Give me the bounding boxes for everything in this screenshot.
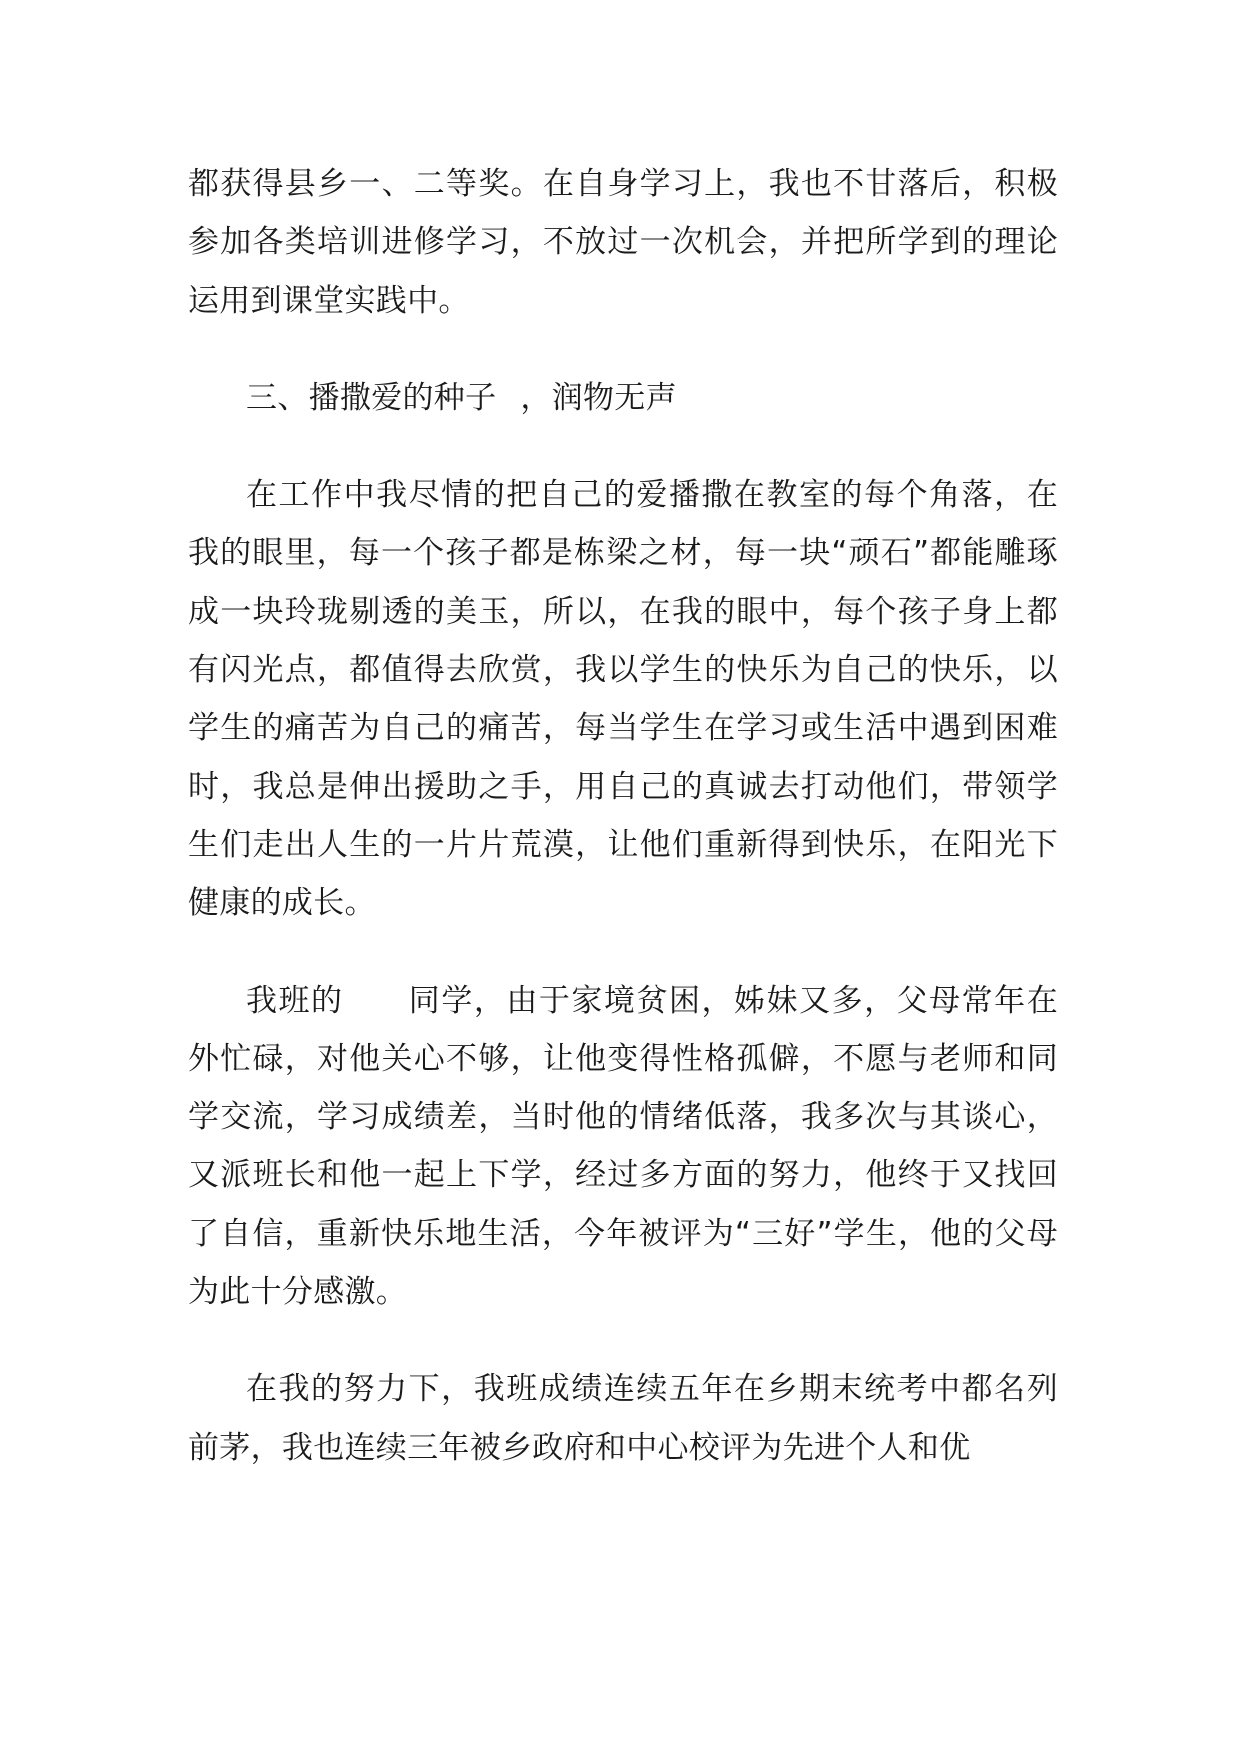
section-heading-title: 三、播撒爱的种子: [246, 379, 497, 416]
paragraph-2-text: 在工作中我尽情的把自己的爱播撒在教室的每个角落，在我的眼里，每一个孩子都是栋梁之材，每一块“顽石”都能雕琢成一块玲珑剔透的美玉，所以，在我的眼中，每个孩子身上都有闪光点，都值得去欣赏，我以学生的快乐为自己的快乐，以学生的痛苦为自己的痛苦，每当学生在学习或生活中遇到困难时，我总是伸出援助之手，用自己的真诚去打动他们，带领学生们走出人生的一片片荒漠，让他们重新得到快乐，在阳光下健康的成长。: [188, 477, 1058, 922]
document-body: [188, 155, 1058, 1516]
paragraph-4: [188, 1360, 1058, 1477]
paragraph-3-lead: 我班的: [246, 982, 344, 1019]
paragraph-1: [188, 155, 1058, 330]
paragraph-2: [188, 466, 1058, 932]
section-heading: [188, 369, 1058, 427]
paragraph-1-text: 都获得县乡一、二等奖。在自身学习上，我也不甘落后，积极参加各类培训进修学习，不放过一次机会，并把所学到的理论运用到课堂实践中。: [188, 166, 1058, 319]
section-heading-subtitle: ，润物无声: [520, 379, 677, 416]
paragraph-4-text: 在我的努力下，我班成绩连续五年在乡期末统考中都名列前茅，我也连续三年被乡政府和中心校评为先进个人和优: [188, 1371, 1058, 1466]
paragraph-3: [188, 972, 1058, 1322]
paragraph-3-text: 同学，由于家境贫困，姊妹又多，父母常年在外忙碌，对他关心不够，让他变得性格孤僻，不愿与老师和同学交流，学习成绩差，当时他的情绪低落，我多次与其谈心，又派班长和他一起上下学，经过多方面的努力，他终于又找回了自信，重新快乐地生活，今年被评为“三好”学生，他的父母为此十分感激。: [188, 982, 1059, 1311]
